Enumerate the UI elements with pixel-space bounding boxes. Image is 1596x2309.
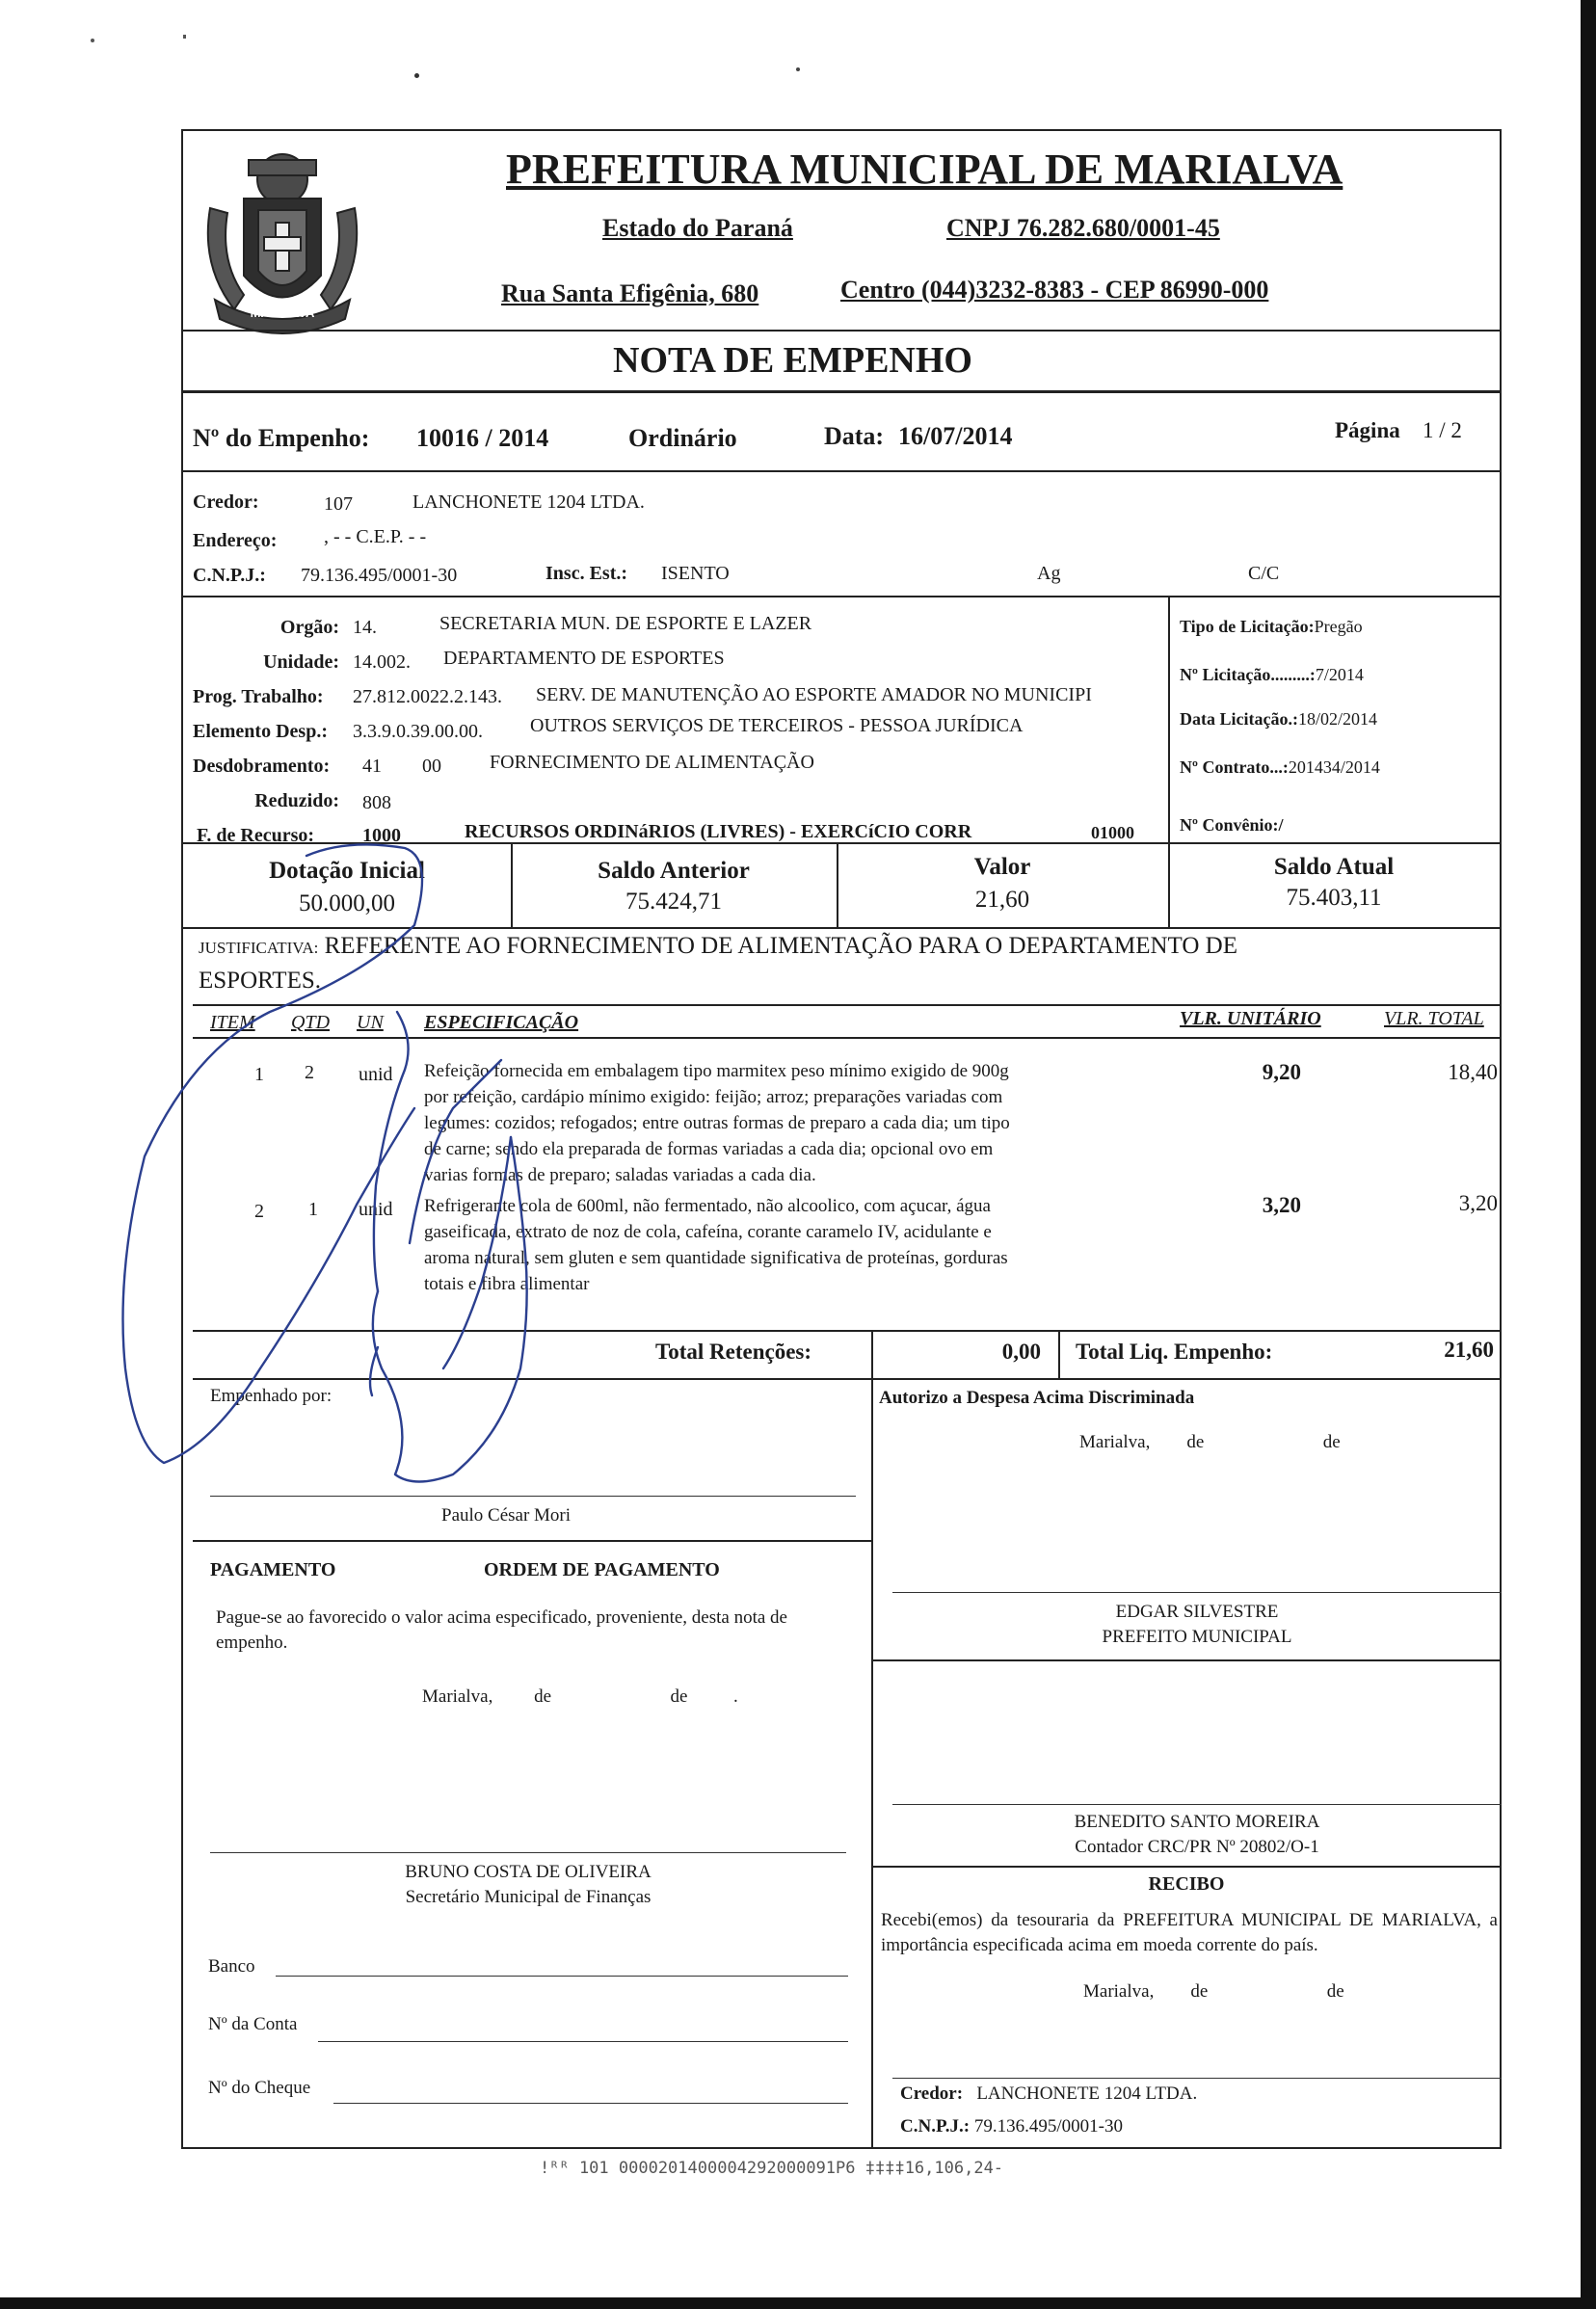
address-label: Endereço: — [193, 530, 278, 551]
item-description-line: varias formas de preparo; saladas variadas a cada dia. — [424, 1165, 816, 1185]
valor-value: 21,60 — [974, 887, 1030, 913]
col-spec: ESPECIFICAÇÃO — [424, 1012, 579, 1033]
ordem-label: ORDEM DE PAGAMENTO — [484, 1559, 720, 1580]
page-number: 1 / 2 — [1423, 418, 1462, 442]
credor-name: LANCHONETE 1204 LTDA. — [412, 491, 645, 513]
recibo-cnpj-value: 79.136.495/0001-30 — [973, 2116, 1123, 2136]
recibo-cnpj-label: C.N.P.J.: — [900, 2116, 971, 2136]
item-unit: unid — [359, 1199, 393, 1220]
elem-name: OUTROS SERVIÇOS DE TERCEIROS - PESSOA JURÍDICA — [530, 715, 1024, 736]
recurso-name: RECURSOS ORDINáRIOS (LIVRES) - EXERCíCIO CORR — [465, 821, 972, 842]
licitacao-data-value: 18/02/2014 — [1297, 709, 1377, 729]
col-total: VLR. TOTAL — [1384, 1008, 1484, 1029]
licitacao-num-label: Nº Licitação.........: — [1180, 665, 1316, 684]
page-label: Página — [1335, 418, 1400, 442]
col-un: UN — [357, 1012, 384, 1033]
credor-label: Credor: — [193, 491, 259, 513]
orgao-label: Orgão: — [279, 617, 339, 638]
recibo-credor-name: LANCHONETE 1204 LTDA. — [976, 2083, 1198, 2104]
scan-edge — [1581, 0, 1596, 2309]
prefeito-title: PREFEITO MUNICIPAL — [1102, 1627, 1292, 1647]
item-unit-price: 9,20 — [1262, 1060, 1301, 1084]
item-total: 3,20 — [1458, 1191, 1498, 1215]
prog-label: Prog. Trabalho: — [193, 686, 324, 707]
item-unit-price: 3,20 — [1262, 1193, 1301, 1217]
dotacao-label: Dotação Inicial — [269, 858, 425, 884]
liquido-label: Total Liq. Empenho: — [1076, 1340, 1273, 1364]
desd-label: Desdobramento: — [193, 756, 331, 777]
financas-title: Secretário Municipal de Finanças — [405, 1887, 652, 1907]
saldo-anterior-label: Saldo Anterior — [598, 858, 750, 884]
item-number: 1 — [254, 1064, 264, 1085]
retencoes-value: 0,00 — [1001, 1340, 1041, 1364]
state-name: Estado do Paraná — [602, 214, 793, 242]
ag-label: Ag — [1037, 563, 1061, 584]
licitacao-data-label: Data Licitação.: — [1180, 709, 1298, 729]
liquido-value: 21,60 — [1444, 1338, 1494, 1362]
valor-label: Valor — [973, 854, 1031, 880]
financas-name: BRUNO COSTA DE OLIVEIRA — [405, 1862, 652, 1882]
empenhado-name: Paulo César Mori — [441, 1505, 572, 1526]
footer-barcode-text: !ᴿᴿ 101 0000201400004292000091P6 ‡‡‡‡16,106,24- — [540, 2159, 1004, 2178]
desd-sub: 00 — [422, 756, 441, 777]
item-qty: 2 — [305, 1062, 314, 1083]
item-description-line: Refeição fornecida em embalagem tipo marmitex peso mínimo exigido de 900g — [424, 1061, 1009, 1081]
insc-label: Insc. Est.: — [545, 563, 628, 584]
prog-code: 27.812.0022.2.143. — [353, 686, 502, 707]
recurso-code: 1000 — [362, 825, 401, 846]
convenio-label: Nº Convênio:/ — [1180, 815, 1284, 835]
justificativa-line2: ESPORTES. — [199, 968, 322, 994]
empenhado-label: Empenhado por: — [210, 1386, 332, 1406]
item-description-line: Refrigerante cola de 600ml, não fermentado, não alcoolico, com açucar, água — [424, 1196, 991, 1216]
credor-cnpj: 79.136.495/0001-30 — [301, 565, 458, 586]
item-description-line: gaseificada, extrato de noz de cola, cafeína, corante caramelo IV, acidulante e — [424, 1222, 992, 1242]
address-street: Rua Santa Efigênia, 680 — [501, 279, 759, 307]
item-description-line: totais e fibra alimentar — [424, 1274, 590, 1294]
item-qty: 1 — [308, 1199, 318, 1220]
insc-value: ISENTO — [661, 563, 730, 584]
recibo-date: Marialva, de de — [1083, 1981, 1344, 2002]
recibo-credor-label: Credor: — [900, 2083, 964, 2104]
credor-address: , - - C.E.P. - - — [324, 526, 427, 547]
dotacao-value: 50.000,00 — [299, 890, 395, 916]
prog-name: SERV. DE MANUTENÇÃO AO ESPORTE AMADOR NO MUNICIPI — [536, 684, 1092, 705]
item-unit: unid — [359, 1064, 393, 1085]
col-qtd: QTD — [291, 1012, 331, 1033]
pagamento-text: Pague-se ao favorecido o valor acima especificado, proveniente, desta nota de empenho. — [216, 1607, 787, 1653]
recibo-text: Recebi(emos) da tesouraria da PREFEITURA MUNICIPAL DE MARIALVA, a importância especificada acima em moeda corrente do país. — [881, 1910, 1498, 1955]
desd-code: 41 — [362, 756, 382, 777]
retencoes-label: Total Retenções: — [655, 1340, 812, 1364]
scan-edge — [0, 2297, 1596, 2309]
orgao-code: 14. — [353, 617, 377, 638]
empenho-date: 16/07/2014 — [898, 422, 1013, 450]
cc-label: C/C — [1248, 563, 1280, 584]
credor-cnpj-label: C.N.P.J.: — [193, 565, 266, 586]
orgao-name: SECRETARIA MUN. DE ESPORTE E LAZER — [439, 613, 812, 634]
item-description-line: de carne; sendo ela preparada de formas variadas a cada dia; opcional ovo em — [424, 1139, 994, 1159]
recibo-title: RECIBO — [1148, 1873, 1225, 1895]
banco-label: Banco — [208, 1956, 255, 1977]
col-item: ITEM — [210, 1012, 255, 1033]
conta-label: Nº da Conta — [208, 2014, 298, 2034]
licitacao-contrato-label: Nº Contrato...: — [1180, 757, 1289, 777]
unidade-label: Unidade: — [263, 651, 339, 673]
empenho-number-label: Nº do Empenho: — [193, 424, 370, 452]
reduzido-label: Reduzido: — [254, 790, 339, 811]
saldo-atual-value: 75.403,11 — [1286, 885, 1382, 911]
item-number: 2 — [254, 1201, 264, 1222]
empenho-date-label: Data: — [824, 422, 885, 450]
coat-banner-text: MARIALVA — [250, 305, 315, 320]
address-rest: Centro (044)3232-8383 - CEP 86990-000 — [840, 276, 1269, 304]
contador-title: Contador CRC/PR Nº 20802/O-1 — [1075, 1837, 1319, 1857]
licitacao-tipo-label: Tipo de Licitação: — [1180, 617, 1315, 636]
licitacao-contrato-value: 201434/2014 — [1288, 757, 1380, 777]
unidade-code: 14.002. — [353, 651, 411, 673]
desd-name: FORNECIMENTO DE ALIMENTAÇÃO — [490, 752, 814, 773]
header-cnpj: CNPJ 76.282.680/0001-45 — [946, 214, 1220, 242]
prefeito-name: EDGAR SILVESTRE — [1115, 1602, 1279, 1622]
autorizo-date: Marialva, de de — [1079, 1432, 1341, 1452]
pagamento-date: Marialva, de de . — [422, 1686, 738, 1707]
col-unit-price: VLR. UNITÁRIO — [1180, 1008, 1321, 1029]
contador-name: BENEDITO SANTO MOREIRA — [1074, 1812, 1320, 1832]
item-description-line: legumes: cozidos; refogados; entre outras formas de preparo a cada dia; um tipo — [424, 1113, 1010, 1133]
justificativa-label: JUSTIFICATIVA: — [199, 939, 319, 957]
item-description-line: aroma natural, sem gluten e sem quantidade significativa de proteínas, gorduras — [424, 1248, 1008, 1268]
recurso-label: F. de Recurso: — [197, 825, 315, 846]
empenho-type: Ordinário — [628, 424, 737, 452]
elem-label: Elemento Desp.: — [193, 721, 328, 742]
licitacao-num-value: 7/2014 — [1315, 665, 1364, 684]
empenho-number: 10016 / 2014 — [416, 424, 549, 452]
saldo-atual-label: Saldo Atual — [1273, 854, 1395, 880]
reduzido-value: 808 — [362, 792, 391, 813]
recurso-ref: 01000 — [1091, 823, 1134, 842]
pagamento-label: PAGAMENTO — [210, 1559, 336, 1580]
autorizo-label: Autorizo a Despesa Acima Discriminada — [879, 1388, 1195, 1408]
document-title: NOTA DE EMPENHO — [613, 340, 972, 381]
item-total: 18,40 — [1448, 1060, 1498, 1084]
unidade-name: DEPARTAMENTO DE ESPORTES — [443, 648, 725, 669]
saldo-anterior-value: 75.424,71 — [625, 889, 722, 915]
credor-code: 107 — [324, 493, 353, 515]
cheque-label: Nº do Cheque — [208, 2078, 311, 2098]
licitacao-tipo-value: Pregão — [1314, 617, 1363, 636]
municipality-title: PREFEITURA MUNICIPAL DE MARIALVA — [506, 146, 1343, 193]
elem-code: 3.3.9.0.39.00.00. — [353, 721, 483, 742]
item-description-line: por refeição, cardápio mínimo exigido: feijão; arroz; preparações variadas com — [424, 1087, 1003, 1107]
justificativa-text: REFERENTE AO FORNECIMENTO DE ALIMENTAÇÃO PARA O DEPARTAMENTO DE — [324, 933, 1237, 959]
